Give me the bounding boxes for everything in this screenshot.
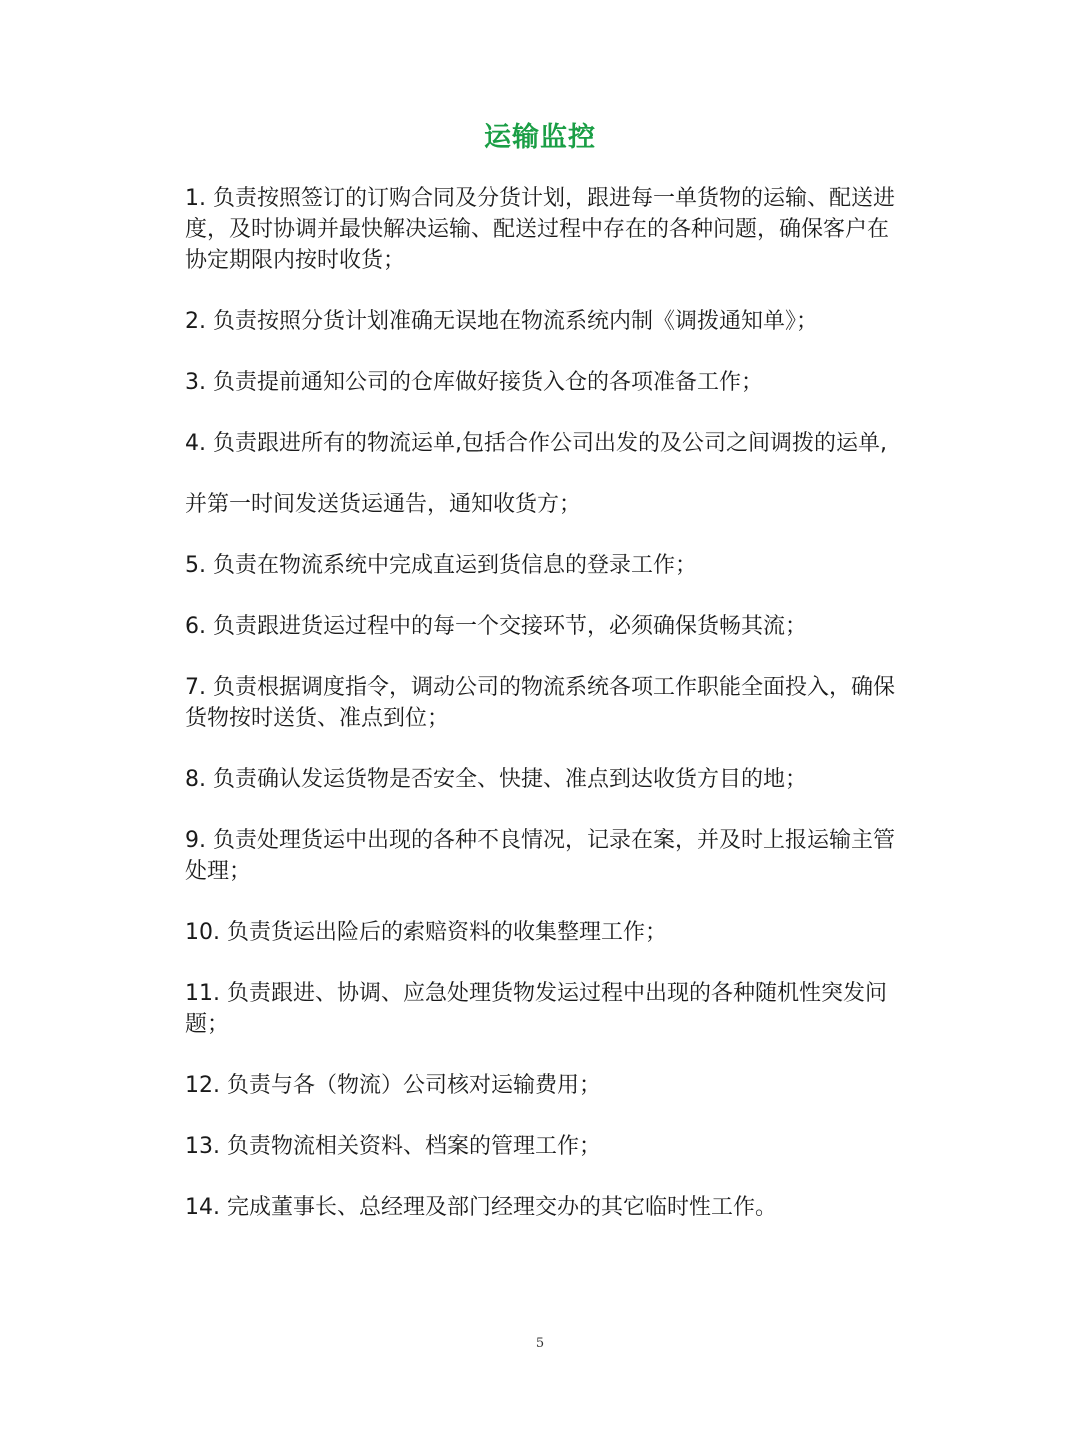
- paragraph-10: 10. 负责货运出险后的索赔资料的收集整理工作；: [185, 920, 667, 945]
- paragraph-9: 9. 负责处理货运中出现的各种不良情况，记录在案，并及时上报运输主管处理；: [185, 828, 895, 884]
- paragraph-6: 6. 负责跟进货运过程中的每一个交接环节，必须确保货畅其流；: [185, 614, 807, 639]
- paragraph-3: 3. 负责提前通知公司的仓库做好接货入仓的各项准备工作；: [185, 370, 763, 395]
- paragraph-7: 7. 负责根据调度指令，调动公司的物流系统各项工作职能全面投入，确保货物按时送货、准点到位；: [185, 675, 895, 731]
- paragraph-8: 8. 负责确认发运货物是否安全、快捷、准点到达收货方目的地；: [185, 767, 807, 792]
- document-body: [185, 183, 900, 1253]
- paragraph-5: 5. 负责在物流系统中完成直运到货信息的登录工作；: [185, 553, 697, 578]
- page-number: 5: [535, 1336, 545, 1351]
- paragraph-13: 13. 负责物流相关资料、档案的管理工作；: [185, 1134, 601, 1159]
- paragraph-12: 12. 负责与各（物流）公司核对运输费用；: [185, 1073, 601, 1098]
- paragraph-2: 2. 负责按照分货计划准确无误地在物流系统内制《调拨通知单》；: [185, 309, 818, 334]
- page-title: 运输监控: [484, 122, 596, 153]
- paragraph-4: 4. 负责跟进所有的物流运单,包括合作公司出发的及公司之间调拨的运单,: [185, 431, 887, 456]
- paragraph-11: 11. 负责跟进、协调、应急处理货物发运过程中出现的各种随机性突发问题；: [185, 981, 887, 1037]
- paragraph-1: 1. 负责按照签订的订购合同及分货计划，跟进每一单货物的运输、配送进度，及时协调并最快解决运输、配送过程中存在的各种问题，确保客户在协定期限内按时收货；: [185, 186, 895, 273]
- paragraph-14: 14. 完成董事长、总经理及部门经理交办的其它临时性工作。: [185, 1195, 777, 1220]
- paragraph-4-continued: 并第一时间发送货运通告，通知收货方；: [185, 492, 582, 517]
